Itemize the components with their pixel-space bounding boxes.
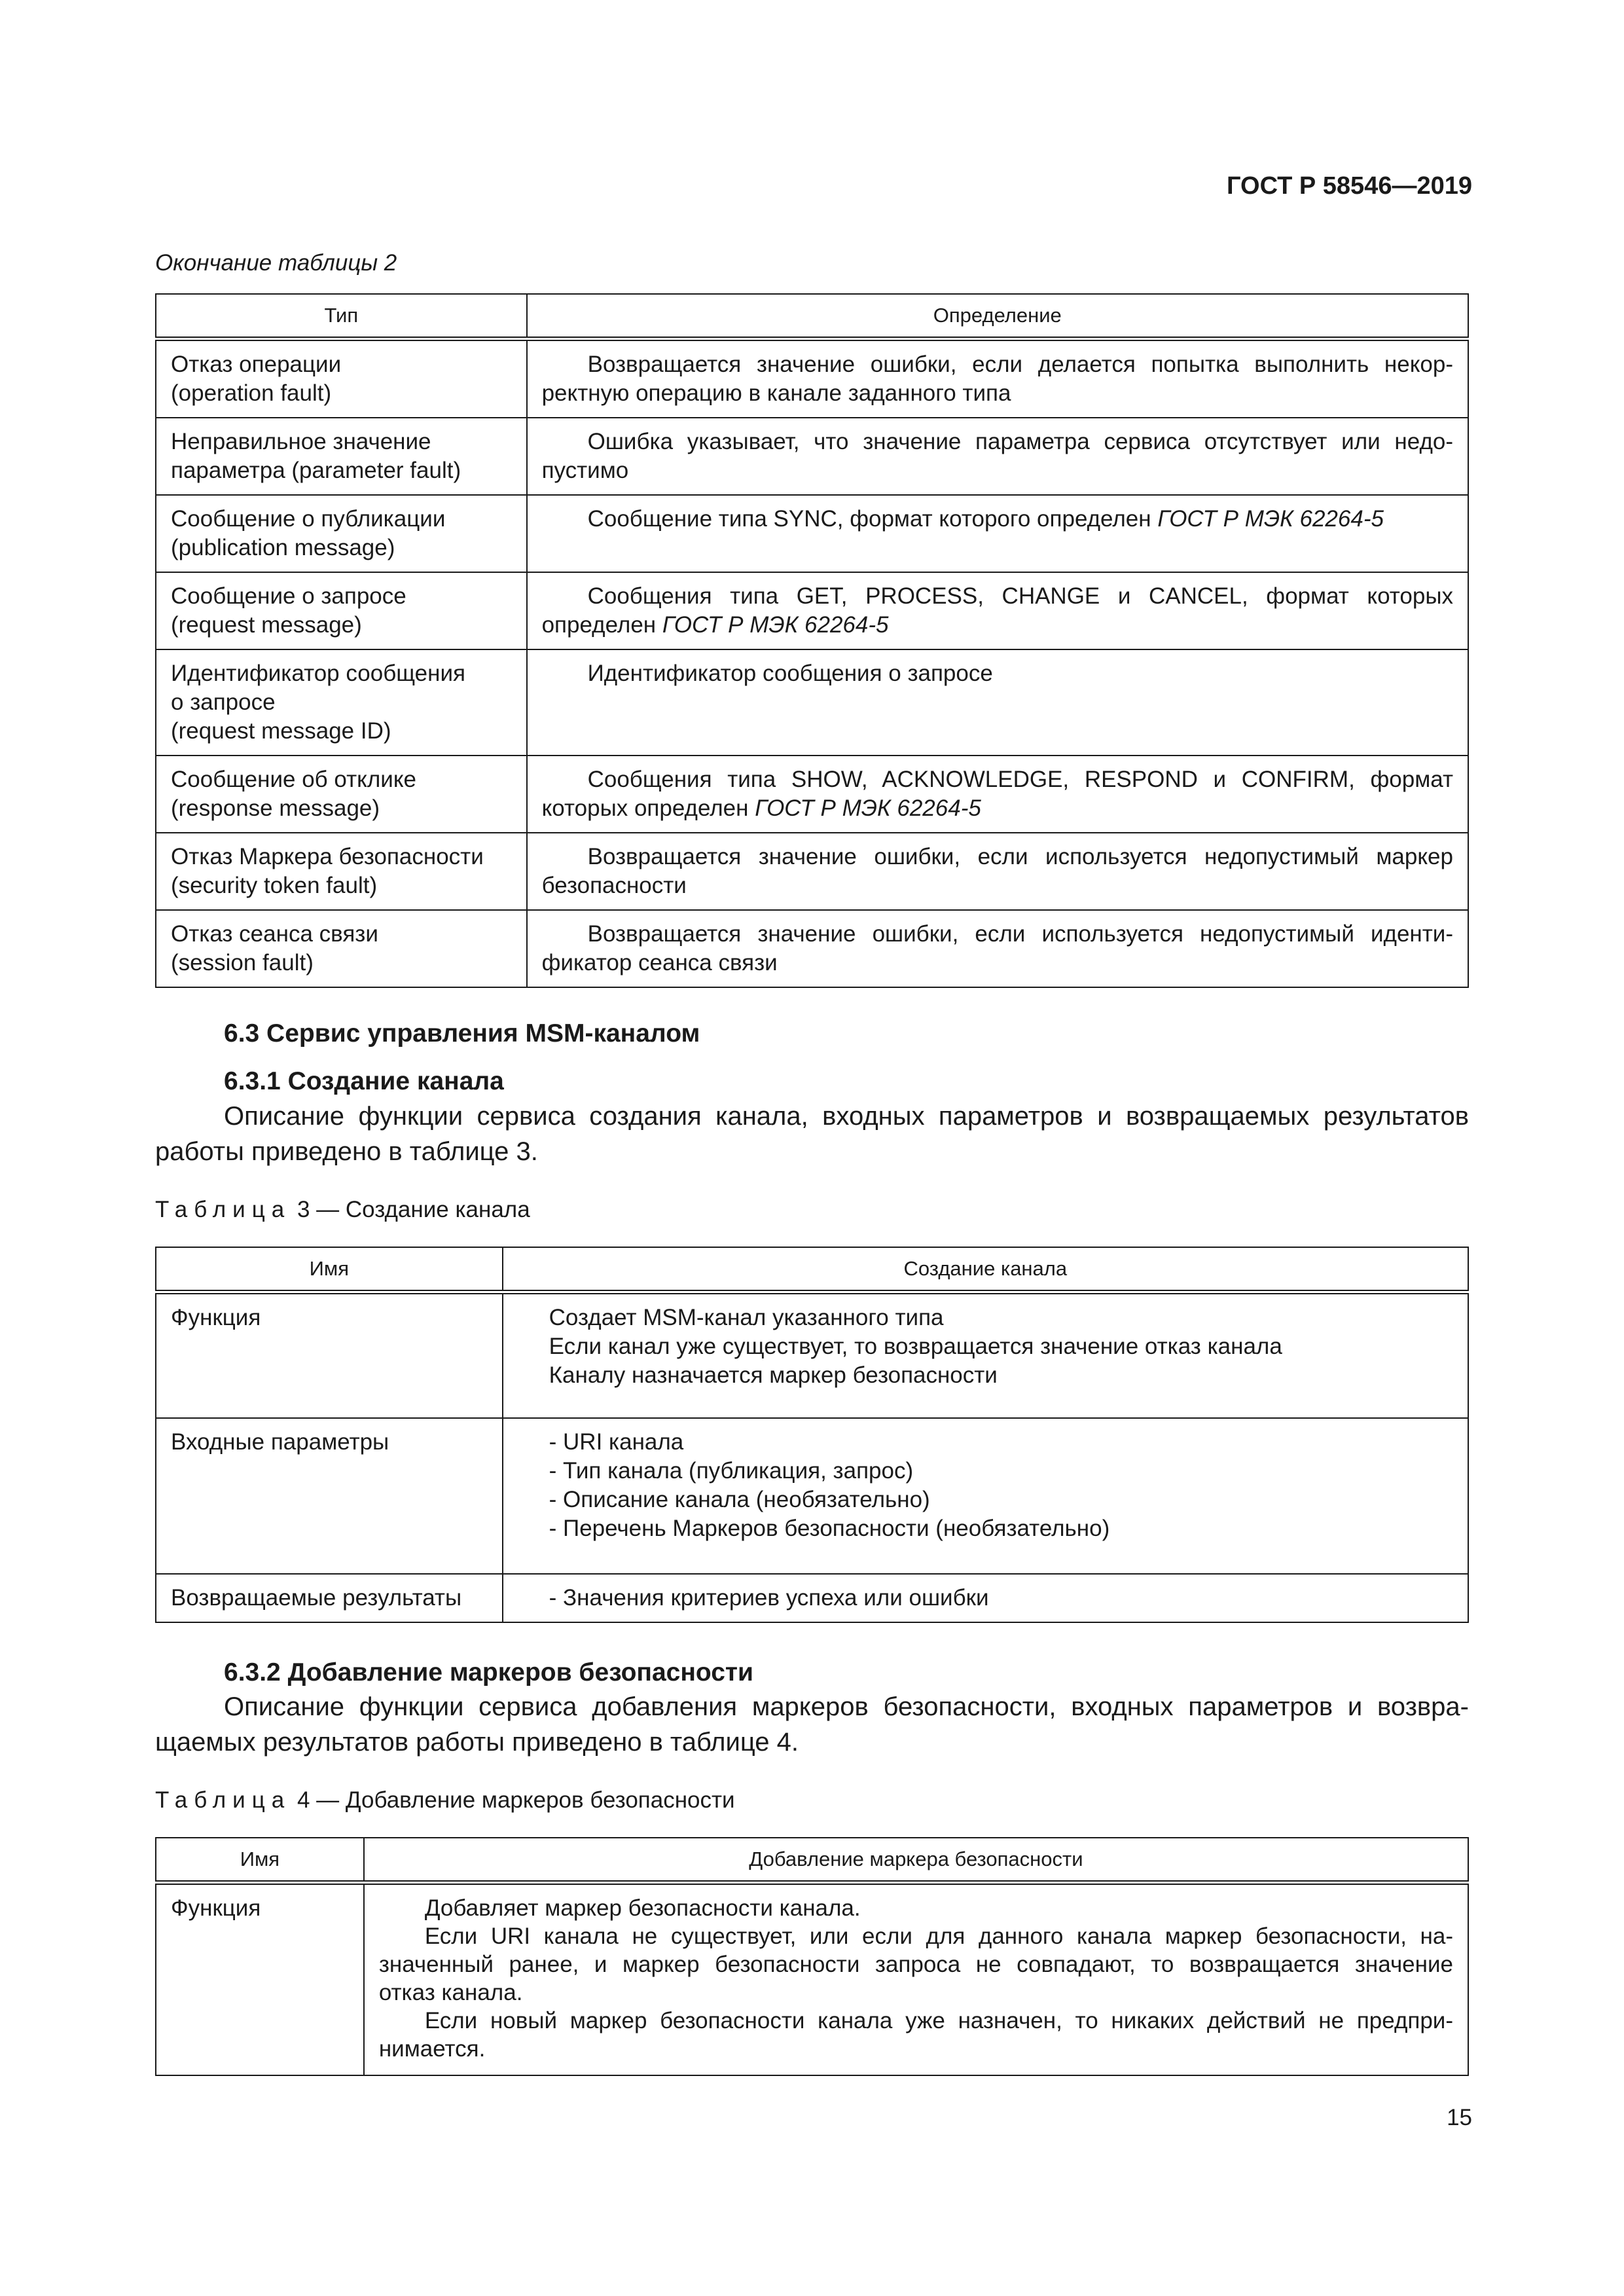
table2-def-cell: Идентификатор сообщения о запросе xyxy=(527,649,1468,756)
table4-value-cell: Добавляет маркер безопасности канала. Если URI канала не существует, или если для данного канала маркер безопасности, на- значенный ранее, и маркер безопасности запроса не совпадают, то возвращается значение отказ канала. Если новый маркер безопасности канала уже назначен, то никаких действий не предпри- нимается. xyxy=(364,1883,1468,2076)
table-row xyxy=(156,1292,1468,1418)
standard-reference: ГОСТ Р МЭК 62264-5 xyxy=(1157,506,1384,532)
table2 xyxy=(155,293,1469,988)
table2-header-row xyxy=(156,294,1468,339)
table3-caption: Таблица 3 — Создание канала xyxy=(155,1197,530,1222)
table2-def-cell: Ошибка указывает, что значение параметра сервиса отсутствует или недо- пустимо xyxy=(527,418,1468,495)
table3-label-cell: Возвращаемые результаты xyxy=(156,1574,503,1622)
table2-caption: Окончание таблицы 2 xyxy=(155,250,397,276)
table3-col-name: Имя xyxy=(156,1247,503,1292)
table-row xyxy=(156,339,1468,418)
table-row xyxy=(156,910,1468,987)
table-row xyxy=(156,833,1468,910)
table-row xyxy=(156,649,1468,756)
table2-col-definition: Определение xyxy=(527,294,1468,339)
section-6-3-1-paragraph: Описание функции сервиса создания канала, входных параметров и возвращаемых результатов работы приведено в таблице 3. xyxy=(155,1102,1469,1166)
table4-col-add-token: Добавление маркера безопасности xyxy=(364,1838,1468,1883)
table2-def-cell: Сообщения типа GET, PROCESS, CHANGE и CANCEL, формат которых определен ГОСТ Р МЭК 62264-5 xyxy=(527,572,1468,649)
table3-label-cell: Входные параметры xyxy=(156,1418,503,1574)
table3 xyxy=(155,1247,1469,1623)
table2-def-cell: Возвращается значение ошибки, если используется недопустимый иденти- фикатор сеанса связи xyxy=(527,910,1468,987)
table4 xyxy=(155,1837,1469,2076)
standard-number-header: ГОСТ Р 58546—2019 xyxy=(1227,172,1472,200)
table2-type-cell: Неправильное значение параметра (parameter fault) xyxy=(156,418,527,495)
table2-type-cell: Сообщение о запросе (request message) xyxy=(156,572,527,649)
table4-header-row xyxy=(156,1838,1468,1883)
table4-caption: Таблица 4 — Добавление маркеров безопасности xyxy=(155,1787,735,1813)
section-6-3-2-paragraph: Описание функции сервиса добавления маркеров безопасности, входных параметров и возвра- щаемых результатов работы приведено в таблице 4. xyxy=(155,1692,1469,1757)
table2-type-cell: Сообщение об отклике (response message) xyxy=(156,756,527,833)
table4-label-cell: Функция xyxy=(156,1883,364,2076)
table2-def-cell: Возвращается значение ошибки, если делается попытка выполнить некор- ректную операцию в канале заданного типа xyxy=(527,339,1468,418)
table2-type-cell: Сообщение о публикации (publication message) xyxy=(156,495,527,572)
standard-reference: ГОСТ Р МЭК 62264-5 xyxy=(662,612,889,638)
table3-value-cell: - Значения критериев успеха или ошибки xyxy=(503,1574,1468,1622)
page-number: 15 xyxy=(1447,2105,1472,2130)
table2-type-cell: Отказ Маркера безопасности (security token fault) xyxy=(156,833,527,910)
table2-def-cell: Сообщение типа SYNC, формат которого определен ГОСТ Р МЭК 62264-5 xyxy=(527,495,1468,572)
table3-value-cell: Создает MSM-канал указанного типа Если канал уже существует, то возвращается значение отказ канала Каналу назначается маркер безопасности xyxy=(503,1292,1468,1418)
table2-def-cell: Возвращается значение ошибки, если используется недопустимый маркер безопасности xyxy=(527,833,1468,910)
table-row xyxy=(156,418,1468,495)
section-6-3-heading: 6.3 Сервис управления MSM-каналом xyxy=(224,1019,700,1048)
table2-def-cell: Сообщения типа SHOW, ACKNOWLEDGE, RESPOND и CONFIRM, формат которых определен ГОСТ Р МЭК 62264-5 xyxy=(527,756,1468,833)
table2-type-cell: Отказ операции (operation fault) xyxy=(156,339,527,418)
table-row xyxy=(156,1418,1468,1574)
table-row xyxy=(156,756,1468,833)
standard-reference: ГОСТ Р МЭК 62264-5 xyxy=(755,795,981,821)
table-row xyxy=(156,495,1468,572)
table2-type-cell: Идентификатор сообщения о запросе (request message ID) xyxy=(156,649,527,756)
table3-label-cell: Функция xyxy=(156,1292,503,1418)
section-6-3-2-heading: 6.3.2 Добавление маркеров безопасности xyxy=(224,1658,754,1686)
table2-col-type: Тип xyxy=(156,294,527,339)
table3-col-create: Создание канала xyxy=(503,1247,1468,1292)
section-6-3-1-heading: 6.3.1 Создание канала xyxy=(224,1067,504,1095)
table3-value-cell: - URI канала - Тип канала (публикация, запрос) - Описание канала (необязательно) - Перечень Маркеров безопасности (необязательно) xyxy=(503,1418,1468,1574)
table-row xyxy=(156,572,1468,649)
table-row xyxy=(156,1574,1468,1622)
table4-col-name: Имя xyxy=(156,1838,364,1883)
table3-header-row xyxy=(156,1247,1468,1292)
table-row xyxy=(156,1883,1468,2076)
table2-type-cell: Отказ сеанса связи (session fault) xyxy=(156,910,527,987)
